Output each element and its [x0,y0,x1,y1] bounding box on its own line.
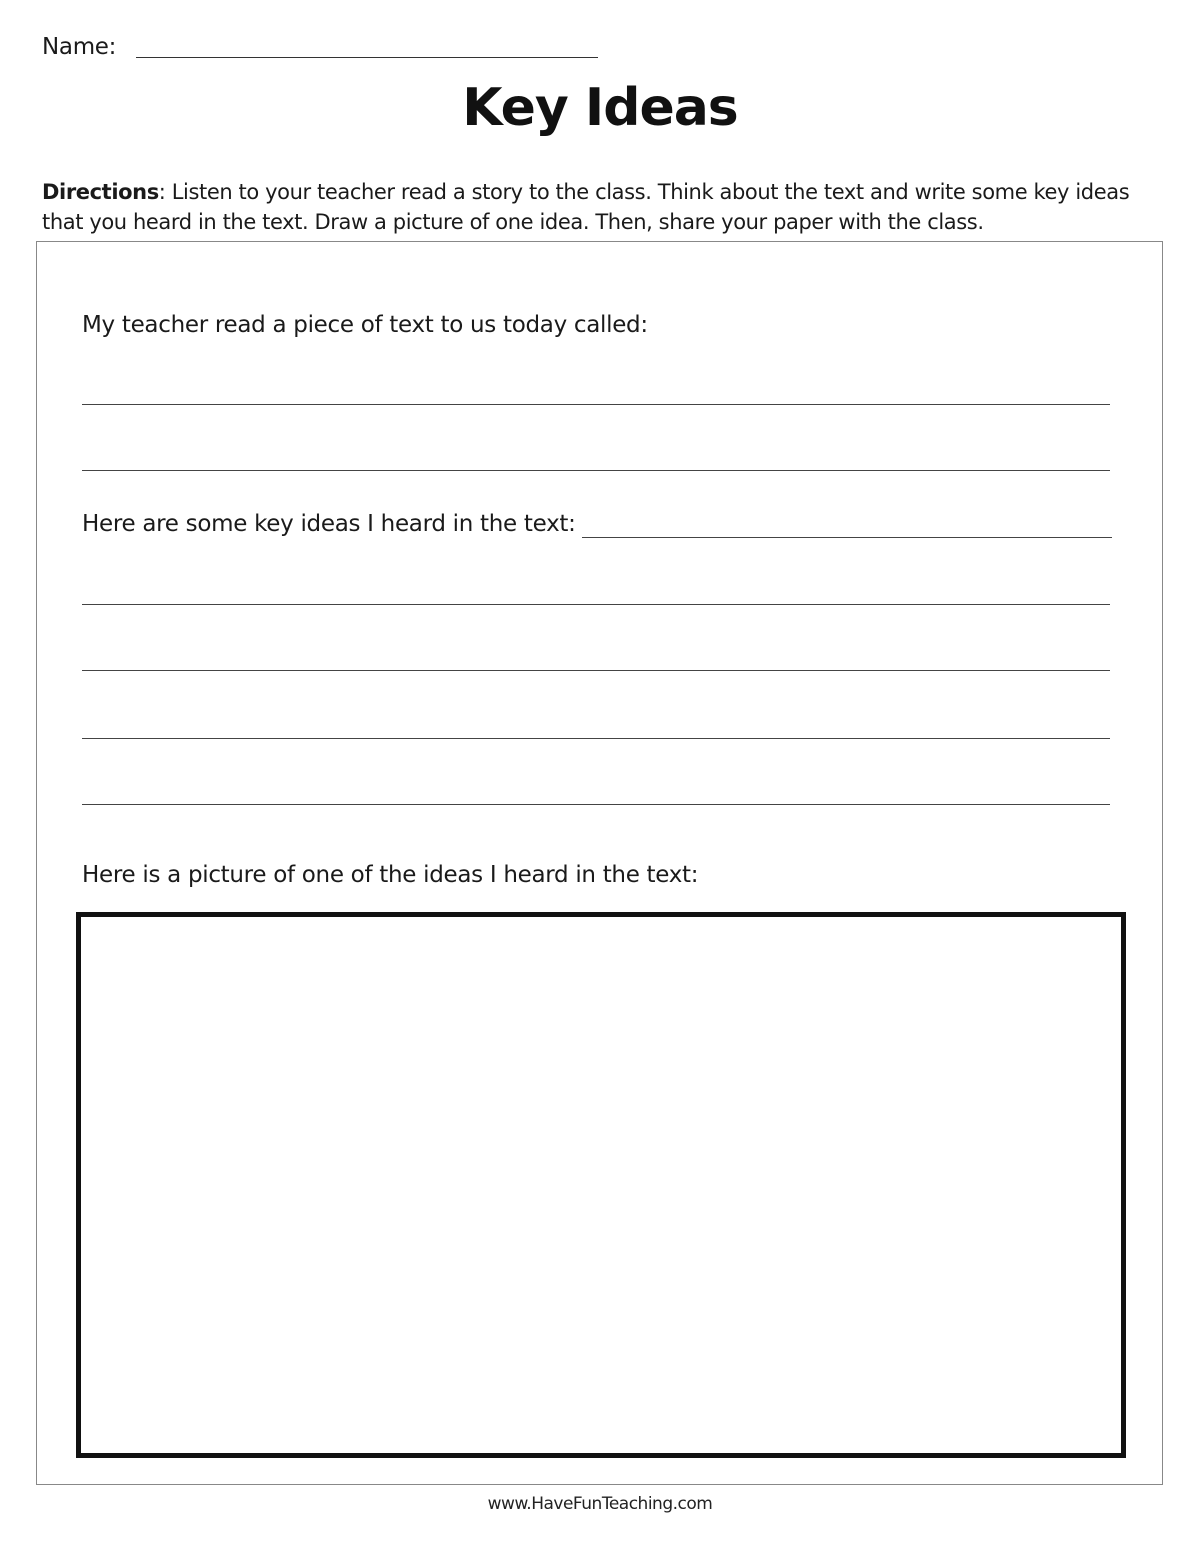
name-write-line[interactable] [136,57,598,58]
write-line-title-2[interactable] [82,470,1110,471]
name-row [42,34,598,60]
write-line-title-1[interactable] [82,404,1110,405]
drawing-box[interactable] [76,912,1126,1458]
write-line-ideas-1[interactable] [82,604,1110,605]
prompt-text-called: My teacher read a piece of text to us today called: [82,312,648,338]
prompt-key-ideas: Here are some key ideas I heard in the text: [82,511,576,537]
directions-label: Directions [42,180,159,204]
write-line-ideas-3[interactable] [82,738,1110,739]
directions [42,177,1162,237]
write-line-key-ideas-inline[interactable] [582,537,1112,538]
name-label: Name: [42,34,117,60]
page-title: Key Ideas [462,78,738,138]
write-line-ideas-2[interactable] [82,670,1110,671]
directions-text: : Listen to your teacher read a story to the class. Think about the text and write some key ideas that you heard in the text. Draw a picture of one idea. Then, share your paper with the class. [42,180,1130,234]
footer-website: www.HaveFunTeaching.com [487,1494,713,1514]
write-line-ideas-4[interactable] [82,804,1110,805]
prompt-picture: Here is a picture of one of the ideas I heard in the text: [82,862,699,888]
